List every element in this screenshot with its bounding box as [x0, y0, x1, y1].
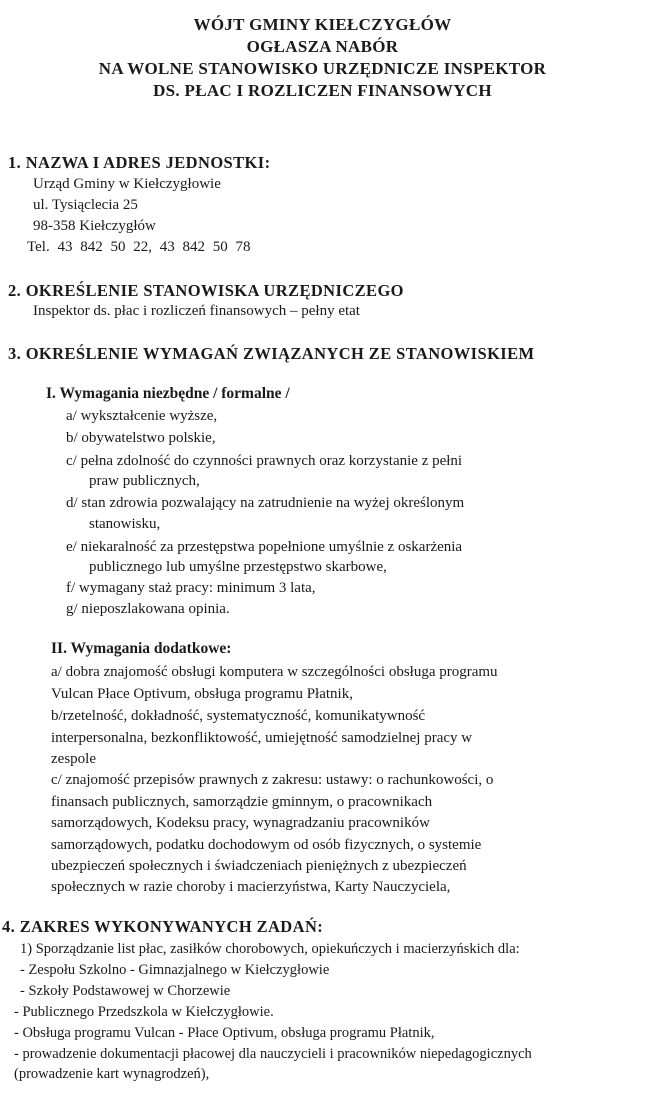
- requirements-additional-heading: II. Wymagania dodatkowe:: [51, 640, 232, 657]
- requirement-item: c/ znajomość przepisów prawnych z zakresu: ustawy: o rachunkowości, o: [51, 772, 494, 788]
- task-item: 1) Sporządzanie list płac, zasiłków chorobowych, opiekuńczych i macierzyńskich dla:: [20, 941, 520, 957]
- requirement-item: interpersonalna, bezkonfliktowość, umiejętność samodzielnej pracy w: [51, 730, 473, 746]
- requirement-item: stanowisku,: [89, 516, 161, 532]
- section-1-line: ul. Tysiąclecia 25: [33, 197, 138, 213]
- header-line-4: DS. PŁAC I ROZLICZEN FINANSOWYCH: [153, 81, 492, 100]
- header-line-1: WÓJT GMINY KIEŁCZYGŁÓW: [193, 15, 452, 34]
- requirement-item: e/ niekaralność za przestępstwa popełnione umyślnie z oskarżenia: [66, 539, 463, 555]
- task-item: (prowadzenie kart wynagrodzeń),: [14, 1066, 210, 1082]
- task-item: - prowadzenie dokumentacji płacowej dla nauczycieli i pracowników niepedagogicznych: [14, 1046, 532, 1062]
- requirement-item: społecznych w razie choroby i macierzyństwa, Karty Nauczyciela,: [51, 879, 451, 895]
- section-1-heading: 1. NAZWA I ADRES JEDNOSTKI:: [8, 153, 271, 172]
- section-1-line: 98-358 Kiełczygłów: [33, 218, 156, 234]
- task-item: - Zespołu Szkolno - Gimnazjalnego w Kiełczygłowie: [20, 962, 330, 978]
- section-2-line: Inspektor ds. płac i rozliczeń finansowych – pełny etat: [33, 303, 360, 319]
- requirement-item: b/rzetelność, dokładność, systematyczność, komunikatywność: [51, 708, 426, 724]
- task-item: - Obsługa programu Vulcan - Płace Optivum, obsługa programu Płatnik,: [14, 1025, 435, 1041]
- requirement-item: praw publicznych,: [89, 473, 200, 489]
- requirements-essential-heading: I. Wymagania niezbędne / formalne /: [46, 385, 290, 402]
- requirement-item: finansach publicznych, samorządzie gminnym, o pracownikach: [51, 794, 433, 810]
- task-item: - Szkoły Podstawowej w Chorzewie: [20, 983, 231, 999]
- header-line-3: NA WOLNE STANOWISKO URZĘDNICZE INSPEKTOR: [98, 59, 547, 78]
- requirement-item: samorządowych, podatku dochodowym od osób fizycznych, o systemie: [51, 837, 482, 853]
- requirement-item: publicznego lub umyślne przestępstwo skarbowe,: [89, 559, 387, 575]
- header-line-2: OGŁASZA NABÓR: [246, 37, 399, 56]
- requirement-item: a/ wykształcenie wyższe,: [66, 408, 218, 424]
- requirement-item: c/ pełna zdolność do czynności prawnych oraz korzystanie z pełni: [66, 453, 463, 469]
- requirement-item: b/ obywatelstwo polskie,: [66, 430, 216, 446]
- requirement-item: f/ wymagany staż pracy: minimum 3 lata,: [66, 580, 316, 596]
- requirement-item: a/ dobra znajomość obsługi komputera w szczególności obsługa programu: [51, 664, 498, 680]
- section-1-line: Urząd Gminy w Kiełczygłowie: [33, 176, 221, 192]
- section-2-heading: 2. OKREŚLENIE STANOWISKA URZĘDNICZEGO: [8, 281, 404, 300]
- document-header: [0, 14, 645, 102]
- requirement-item: d/ stan zdrowia pozwalający na zatrudnienie na wyżej określonym: [66, 495, 465, 511]
- section-1-line: Tel. 43 842 50 22, 43 842 50 78: [27, 239, 251, 255]
- requirement-item: Vulcan Płace Optivum, obsługa programu Płatnik,: [51, 686, 353, 702]
- task-item: - Publicznego Przedszkola w Kiełczygłowie.: [14, 1004, 274, 1020]
- section-4-heading: 4. ZAKRES WYKONYWANYCH ZADAŃ:: [2, 917, 324, 936]
- section-3-heading: 3. OKREŚLENIE WYMAGAŃ ZWIĄZANYCH ZE STANOWISKIEM: [8, 344, 535, 363]
- requirement-item: ubezpieczeń społecznych i świadczeniach pieniężnych z ubezpieczeń: [51, 858, 467, 874]
- requirement-item: zespole: [51, 751, 96, 767]
- requirement-item: g/ nieposzlakowana opinia.: [66, 601, 230, 617]
- requirement-item: samorządowych, Kodeksu pracy, wynagradzaniu pracowników: [51, 815, 430, 831]
